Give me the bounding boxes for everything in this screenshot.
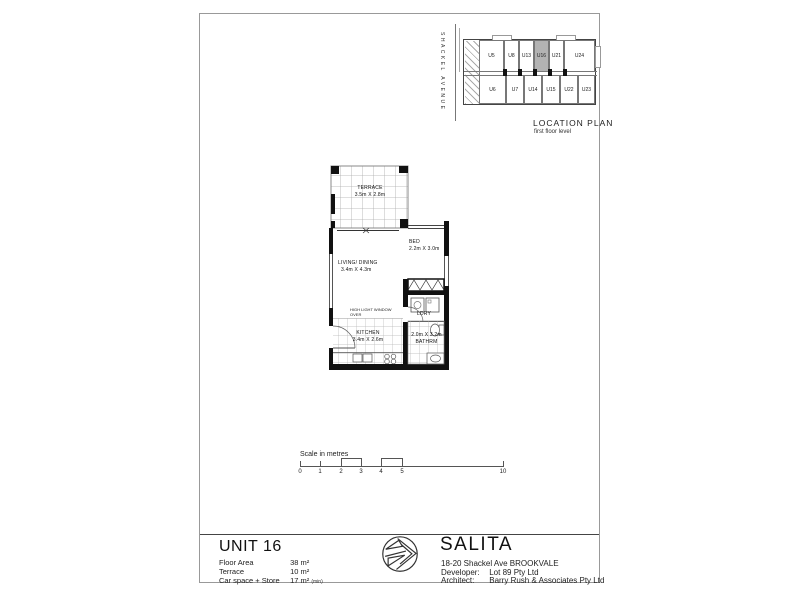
scale-tick-label: 4	[379, 469, 383, 475]
unit-cell: U13	[519, 40, 534, 72]
stair-core	[465, 41, 480, 104]
terrace-label: TERRACE 3.5m X 2.8m	[354, 185, 386, 198]
road-setback-line	[459, 28, 460, 72]
unit-cell-u16-highlight: U16	[534, 40, 549, 72]
scale-tick	[300, 461, 301, 467]
scale-tick-label: 10	[499, 469, 507, 475]
highlight-window-note: HIGH LIGHT WINDOW OVER	[350, 307, 392, 317]
kitchen-label: KITCHEN 3.4m X 2.6m	[352, 330, 384, 343]
location-plan-subtitle: first floor level	[534, 129, 572, 135]
scale-bar	[300, 451, 515, 483]
project-name: SALITA	[440, 534, 514, 555]
unit-cell: U7	[506, 75, 524, 104]
unit-cell: U15	[542, 75, 560, 104]
unit-title: UNIT 16	[219, 538, 282, 555]
location-plan-title: LOCATION PLAN	[533, 118, 614, 128]
door-mark	[503, 69, 507, 76]
location-plan	[436, 22, 614, 140]
unit-cell: U23	[578, 75, 595, 104]
door-mark	[533, 69, 537, 76]
scale-tick-label: 1	[318, 469, 322, 475]
scale-tick	[361, 461, 362, 467]
door-mark	[548, 69, 552, 76]
wardrobe	[408, 279, 444, 295]
door-mark	[563, 69, 567, 76]
unit-cell: U22	[560, 75, 578, 104]
scale-tick-label: 2	[339, 469, 343, 475]
unit-cell: U24	[564, 40, 595, 72]
unit-cell: U14	[524, 75, 542, 104]
scale-tick	[341, 461, 342, 467]
spec-row: Floor Area 38 m²	[219, 558, 310, 567]
bathroom-label: 2.0m X 3.2m BATHRM	[411, 332, 442, 345]
architect-row: Architect: Barry Rush & Associates Pty Ltd	[441, 576, 605, 585]
laundry-label: LDRY	[417, 311, 432, 317]
scale-tick-label: 3	[359, 469, 363, 475]
unit-cell: U8	[504, 40, 519, 72]
scale-tick-label: 5	[400, 469, 404, 475]
living-dining-label: LIVING/ DINING 3.4m X 4.3m	[338, 260, 378, 273]
scale-bar-segment	[381, 458, 403, 467]
drawing-sheet	[199, 13, 614, 585]
scale-tick	[503, 461, 504, 467]
scale-tick-label: 0	[298, 469, 302, 475]
unit-cell: U5	[479, 40, 504, 72]
building-outline	[463, 39, 596, 105]
developer-row: Developer: Lot 89 Pty Ltd	[441, 568, 539, 577]
unit-cell: U21	[549, 40, 564, 72]
terrace-area	[331, 166, 408, 233]
street-label: SHACKEL AVENUE	[439, 32, 445, 112]
unit-cell: U6	[479, 75, 506, 104]
spec-row: Terrace 10 m²	[219, 567, 310, 576]
circle-arrow-logo-icon	[381, 535, 419, 573]
spec-row: Car space + Store 17 m² (min)	[219, 576, 323, 585]
project-address: 18-20 Shackel Ave BROOKVALE	[441, 559, 559, 568]
scale-bar-label: Scale in metres	[300, 451, 349, 458]
scale-tick	[381, 461, 382, 467]
scale-bar-segment	[341, 458, 362, 467]
bed-label: BED 2.2m X 3.0m	[409, 239, 440, 252]
balcony-outline	[595, 46, 601, 68]
scale-tick	[402, 461, 403, 467]
floor-plan	[329, 164, 464, 379]
road-line	[455, 24, 456, 121]
scale-tick	[320, 461, 321, 467]
door-mark	[518, 69, 522, 76]
laundry-fixtures	[408, 298, 444, 322]
